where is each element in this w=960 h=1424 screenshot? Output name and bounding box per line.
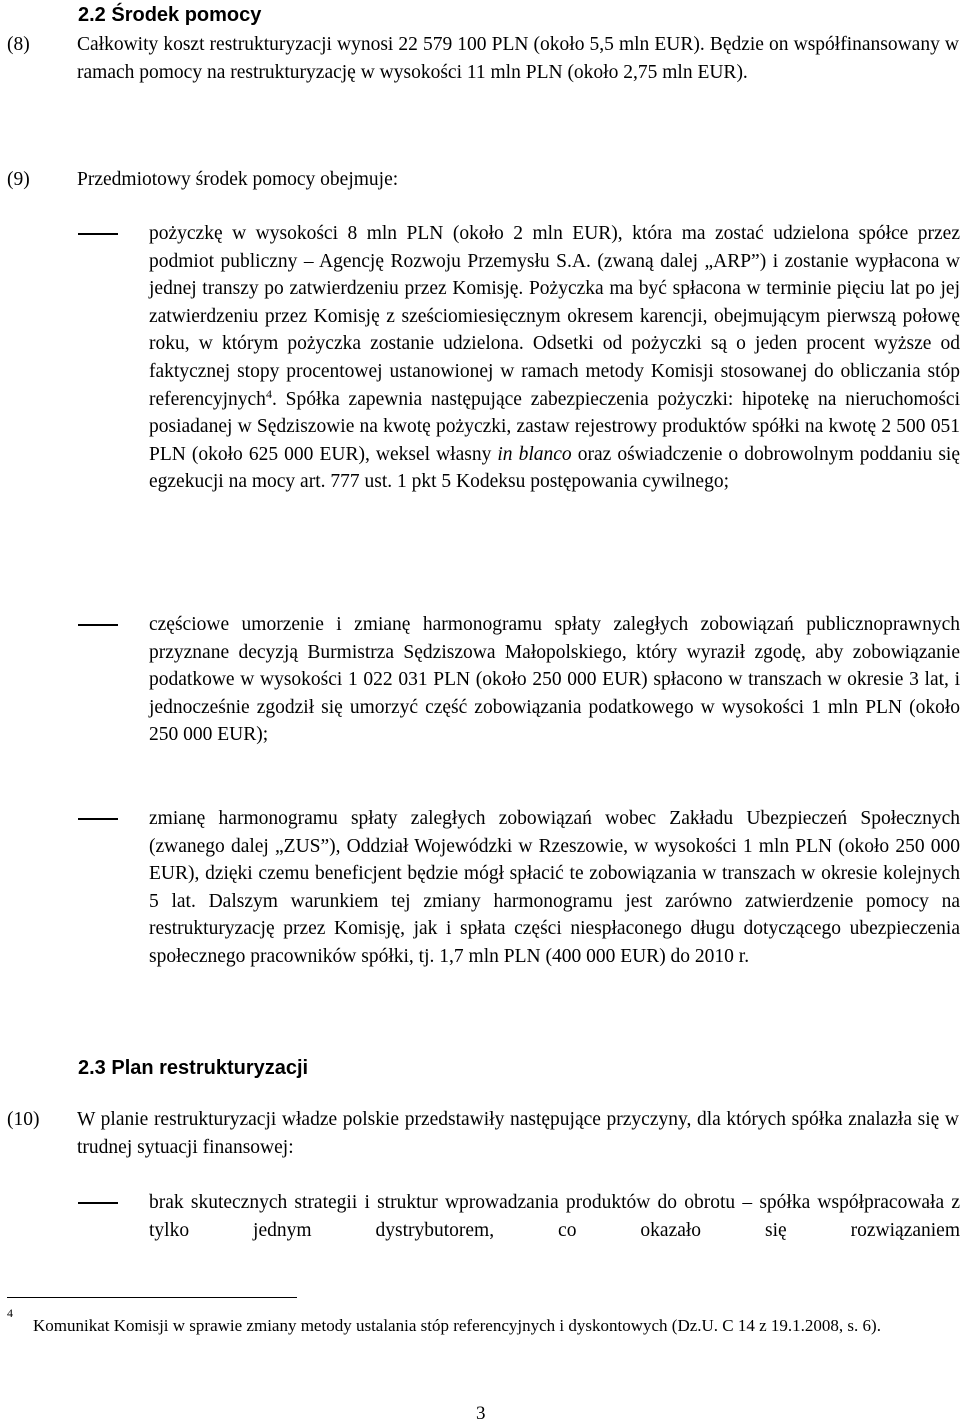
italic-phrase: in blanco [497, 443, 572, 465]
list-item-tax-relief: częściowe umorzenie i zmianę harmonogramu spłaty zaległych zobowiązań publicznoprawnych przyznane decyzją Burmistrza Sędziszowa Małopolskiego, który wyraził zgodę, aby zobowiązanie podatkowe w wysokości 1 022 031 PLN (około 250 000 EUR) spłacono w transzach w okresie 3 lat, i jednocześnie zgodził się umorzyć część zobowiązania podatkowego w wysokości 1 mln PLN (około 250 000 EUR); [149, 614, 960, 746]
list-item-loan-part3: oraz oświadczenie o dobrowolnym poddaniu się egzekucji na mocy art. 777 ust. 1 pkt 5 Kodeksu postępowania cywilnego; [149, 443, 960, 493]
paragraph-number-8: (8) [7, 34, 30, 55]
list-item-zus-schedule: zmianę harmonogramu spłaty zaległych zobowiązań wobec Zakładu Ubezpieczeń Społecznych (zwanego dalej „ZUS”), Oddział Wojewódzki w Rzeszowie, w wysokości 1 mln PLN (około 250 000 EUR), dzięki czemu beneficjent będzie mógł spłacić te zobowiązania w transzach w okresie kolejnych 5 lat. Dalszym warunkiem tej zmiany harmonogramu jest zarówno zatwierdzenie pomocy na restrukturyzację przez Komisję, jak i spłata części niespłaconego długu dotyczącego ubezpieczenia społecznego pracowników spółki, tj. 1,7 mln PLN (400 000 EUR) do 2010 r. [149, 808, 960, 967]
page-number: 3 [476, 1403, 486, 1424]
paragraph-number-9: (9) [7, 169, 30, 190]
list-dash [78, 818, 118, 820]
footnote-text: Komunikat Komisji w sprawie zmiany metody ustalania stóp referencyjnych i dyskontowych (Dz.U. C 14 z 19.1.2008, s. 6). [33, 1316, 881, 1335]
paragraph-8-text: Całkowity koszt restrukturyzacji wynosi 22 579 100 PLN (około 5,5 mln EUR). Będzie on współfinansowany w ramach pomocy na restrukturyzację w wysokości 11 mln PLN (około 2,75 mln EUR). [77, 34, 959, 83]
paragraph-9-intro: Przedmiotowy środek pomocy obejmuje: [77, 169, 399, 190]
list-item-distribution: brak skutecznych strategii i struktur wprowadzania produktów do obrotu – spółka współpracowała z tylko jednym dystrybutorem, co okazało się rozwiązaniem [149, 1192, 960, 1241]
footnote-reference: 4 [265, 386, 272, 401]
section-heading-2-2: 2.2 Środek pomocy [78, 4, 262, 26]
footnote-separator [7, 1297, 297, 1298]
list-dash [78, 1202, 118, 1204]
footnote-number: 4 [7, 1306, 13, 1320]
list-dash [78, 624, 118, 626]
paragraph-number-10: (10) [7, 1109, 40, 1130]
list-item-loan-part1: pożyczkę w wysokości 8 mln PLN (około 2 mln EUR), która ma zostać udzielona spółce przez podmiot publiczny – Agencję Rozwoju Przemysłu S.A. (zwaną dalej „ARP”) i zostanie wypłacona w jednej transzy po zatwierdzeniu przez Komisję. Pożyczka ma być spłacona w terminie pięciu lat po jej zatwierdzeniu przez Komisję z sześciomiesięcznym okresem karencji, obejmującym pierwszą połowę roku, w którym pożyczka zostanie udzielona. Odsetki od pożyczki są o jeden procent wyższe od faktycznej stopy procentowej ustanowionej w ramach metody Komisji stosowanej do obliczania stóp referencyjnych [149, 223, 960, 410]
list-item-loan-part2: . Spółka zapewnia następujące zabezpieczenia pożyczki: hipotekę na nieruchomości posiadanej w Sędziszowie na kwotę pożyczki, zastaw rejestrowy produktów spółki na kwotę 2 500 051 PLN (około 625 000 EUR), weksel własny [149, 388, 960, 465]
paragraph-10-intro: W planie restrukturyzacji władze polskie przedstawiły następujące przyczyny, dla których spółka znalazła się w trudnej sytuacji finansowej: [77, 1109, 959, 1158]
list-item-loan [149, 220, 960, 496]
list-dash [78, 233, 118, 235]
section-heading-2-3: 2.3 Plan restrukturyzacji [78, 1057, 309, 1079]
